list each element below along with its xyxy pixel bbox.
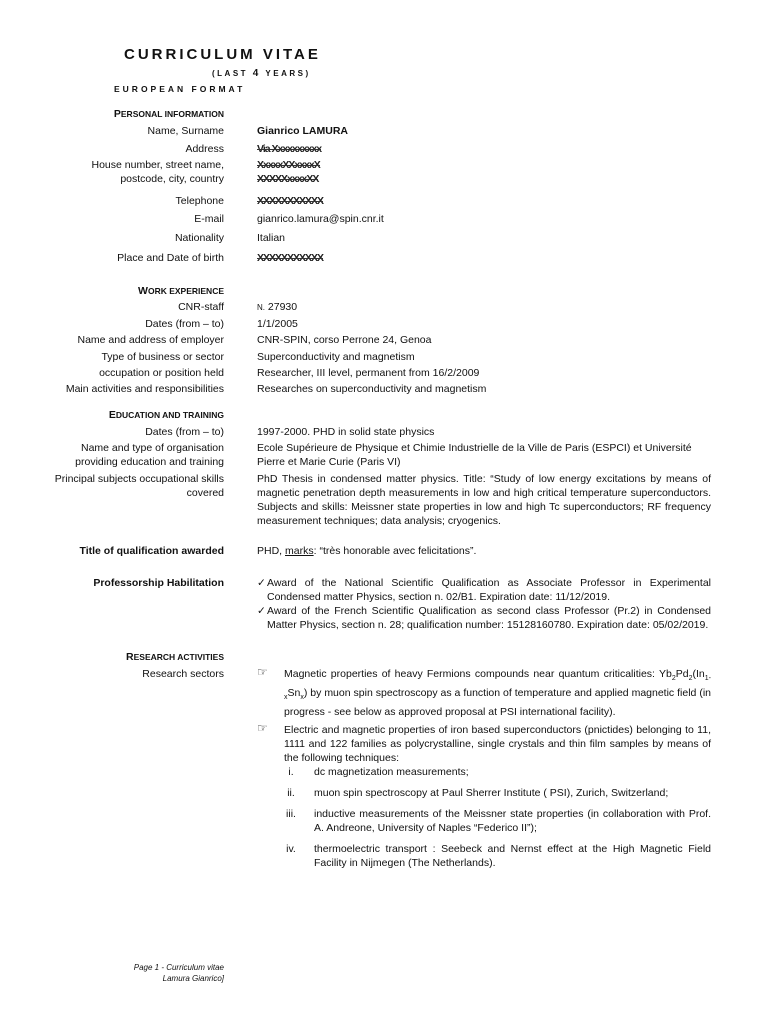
email-label: E-mail — [194, 213, 224, 225]
activities-value: Researches on superconductivity and magnetism — [257, 383, 487, 395]
document-format: EUROPEAN FORMAT — [114, 84, 246, 94]
nationality-label: Nationality — [174, 232, 224, 244]
position-value: Researcher, III level, permanent from 16/2/2009 — [257, 367, 480, 379]
section-heading-education: EDUCATION AND TRAINING — [108, 409, 224, 421]
email-value: gianrico.lamura@spin.cnr.it — [257, 213, 384, 225]
house-label: House number, street name, postcode, city, country — [91, 159, 224, 185]
address-label: Address — [185, 143, 224, 155]
work-dates-label: Dates (from – to) — [145, 318, 224, 330]
qualification-label: Title of qualification awarded — [79, 545, 224, 557]
technique-text: inductive measurements of the Meissner state properties (in collaboration with Prof. A. Andreone, University of Naples “Federico II”); — [314, 808, 711, 834]
technique-number: i. — [288, 766, 294, 778]
subjects-value: PhD Thesis in condensed matter physics. Title: “Study of low energy excitations by means of magnetic penetration depth measurements in low and high critical temperature superconductors. Subjects and skills: Meissner state properties in low and high Tc superconductors; RF frequency measurement techniques; data analysis; cryogenics. — [257, 473, 711, 527]
research-sectors-label: Research sectors — [142, 668, 224, 680]
technique-text: muon spin spectroscopy at Paul Sherrer Institute ( PSI), Zurich, Switzerland; — [314, 787, 669, 799]
position-label: occupation or position held — [99, 367, 224, 379]
technique-number: iv. — [286, 843, 296, 855]
staff-label: CNR-staff — [178, 301, 224, 313]
subjects-label: Principal subjects occupational skills covered — [54, 473, 224, 499]
employer-label: Name and address of employer — [77, 334, 224, 346]
section-heading-work: WORK EXPERIENCE — [138, 285, 224, 297]
checkmark-icon: ✓ — [257, 577, 266, 589]
pointing-hand-icon: ☞ — [257, 665, 268, 679]
activities-label: Main activities and responsibilities — [65, 383, 224, 395]
checkmark-icon: ✓ — [257, 605, 266, 617]
business-label: Type of business or sector — [101, 351, 224, 363]
telephone-value: XXXXXXXXXXX — [257, 195, 324, 207]
name-value: Gianrico LAMURA — [257, 125, 349, 137]
habilitation-list — [257, 576, 711, 632]
research-item: Electric and magnetic properties of iron based superconductors (pnictides) belonging to 11, 1111 and 122 families as polycrystalline, single crystals and thin film samples by means of the following techniques: — [284, 724, 711, 764]
document-subtitle: (LAST 4 YEARS) — [212, 68, 311, 79]
birth-label: Place and Date of birth — [117, 252, 224, 264]
organisation-value: Ecole Supérieure de Physique et Chimie Industrielle de la Ville de Paris (ESPCI) et Université Pierre et Marie Curie (Paris VI) — [257, 442, 692, 468]
address-value: Via Xxxxxxxxxx — [257, 143, 322, 155]
name-label: Name, Surname — [147, 125, 224, 137]
staff-value: N. 27930 — [257, 301, 298, 313]
habilitation-item: ✓ Award of the National Scientific Qualification as Associate Professor in Experimental Condensed matter Physics, section n. 02/B1. Expiration date: 11/12/2019. — [257, 577, 711, 603]
section-heading-personal: PERSONAL INFORMATION — [113, 108, 224, 120]
business-value: Superconductivity and magnetism — [257, 351, 415, 363]
technique-number: iii. — [286, 808, 296, 820]
organisation-label: Name and type of organisation providing education and training — [75, 442, 224, 468]
employer-value: CNR-SPIN, corso Perrone 24, Genoa — [257, 334, 432, 346]
page-footer: Page 1 - Curriculum vitae Lamura Gianrico] — [133, 963, 224, 983]
birth-value: XXXXXXXXXXX — [257, 252, 324, 264]
nationality-value: Italian — [257, 232, 286, 244]
section-heading-research: RESEARCH ACTIVITIES — [126, 651, 224, 663]
habilitation-item: ✓ Award of the French Scientific Qualification as second class Professor (Pr.2) in Condensed Matter Physics, section n. 28; qualification number: 15128160780. Expiration date: 05/02/2019. — [257, 605, 711, 631]
habilitation-label: Professorship Habilitation — [93, 577, 224, 589]
house-value: XxxxxXXxxxxX XXXXXxxxxXX — [257, 159, 320, 185]
technique-text: thermoelectric transport : Seebeck and Nernst effect at the High Magnetic Field Facility in Nijmegen (The Netherlands). — [314, 843, 711, 869]
document-title: CURRICULUM VITAE — [124, 46, 321, 63]
research-item: Magnetic properties of heavy Fermions compounds near quantum criticalities: $Yb_2Pd_2(In_{1-x}Sn_x)$ by muon spin spectroscopy as a function of temperature and applied magnetic field (in progress - see below as approved proposal at PSI international facility). — [284, 668, 711, 719]
pointing-hand-icon: ☞ — [257, 721, 268, 735]
technique-number: ii. — [287, 787, 295, 799]
education-dates-value: 1997-2000. PHD in solid state physics — [257, 426, 435, 438]
work-dates-value: 1/1/2005 — [257, 318, 298, 330]
education-dates-label: Dates (from – to) — [145, 426, 224, 438]
technique-text: dc magnetization measurements; — [314, 766, 469, 778]
telephone-label: Telephone — [175, 195, 224, 207]
qualification-value: PHD, marks: “très honorable avec felicitations”. — [257, 545, 477, 557]
